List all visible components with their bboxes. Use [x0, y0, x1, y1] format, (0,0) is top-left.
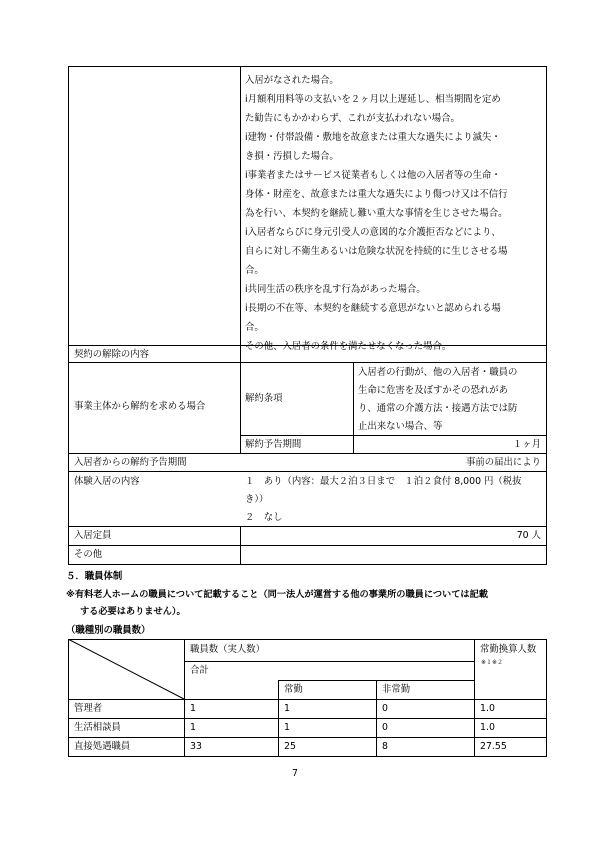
contract-line: ⅰ月額利用料等の支払いを２ヶ月以上遅延し、相当期間を定め	[245, 94, 501, 105]
trial-line: ２ なし	[245, 512, 283, 523]
contract-line: ⅰ建物・付帯設備・敷地を故意または重大な過失により滅失・	[245, 132, 501, 143]
diagonal-line	[68, 639, 185, 700]
capacity-value: 70 人	[516, 530, 541, 541]
table-row-total: 33	[190, 741, 202, 752]
trial-line: １ あり（内容：最大２泊３日まで １泊２食付 8,000 円（税抜	[245, 476, 522, 487]
page-number: 7	[292, 768, 298, 779]
staff-subheading: （職種別の職員数）	[66, 625, 151, 636]
notice-period-label: 解約予告期間	[245, 439, 302, 450]
contract-line: 合。	[245, 322, 264, 333]
cancel-conditions-line: り、通常の介護方法・接遇方法では防	[358, 403, 518, 414]
table-row-fulltime: 1	[284, 703, 290, 714]
staff-note-line: する必要はありません）。	[80, 606, 186, 617]
notice-period-value: １ヶ月	[512, 439, 541, 450]
cancel-content-label: 契約の解除の内容	[74, 349, 150, 360]
table-row-role: 直接処遇職員	[74, 741, 131, 752]
cancel-conditions-line: 入居者の行動が、他の入居者・職員の	[358, 367, 518, 378]
table-row-fte: 1.0	[480, 703, 495, 714]
contract-line: ⅰ入居者ならびに身元引受人の意図的な介護拒否などにより、	[245, 227, 501, 238]
contract-line: ⅰ事業者またはサービス従業者もしくは他の入居者等の生命・	[245, 170, 501, 181]
staff-note-line: ※有料老人ホームの職員について記載すること（同一法人が運営する他の事業所の職員については記載	[66, 589, 488, 600]
header-fte: 常勤換算人数	[480, 644, 537, 655]
table-row-role: 管理者	[74, 703, 103, 714]
table-row-total: 1	[190, 722, 196, 733]
operator-cancel-label: 事業主体から解約を求める場合	[74, 401, 206, 412]
contract-line: その他、入居者の条件を満たせなくなった場合。	[245, 341, 452, 352]
table-row-fulltime: 25	[284, 741, 296, 752]
trial-line: き））	[245, 494, 269, 505]
cancel-conditions-line: 生命に危害を及ぼすかその恐れがあ	[358, 385, 509, 396]
contract-line: き損・汚損した場合。	[245, 151, 339, 162]
table-row-total: 1	[190, 703, 196, 714]
table-row-fte: 27.55	[480, 741, 507, 752]
resident-notice-value: 事前の届出により	[465, 457, 541, 468]
contract-line: 為を行い、本契約を継続し難い重大な事情を生じさせた場合。	[245, 208, 508, 219]
cancel-conditions-label: 解約条項	[245, 393, 283, 404]
contract-line: た勧告にもかかわらず、これが支払われない場合。	[245, 113, 460, 124]
header-fulltime: 常勤	[284, 684, 303, 695]
contract-line: 合。	[245, 265, 264, 276]
resident-notice-label: 入居者からの解約予告期間	[74, 457, 187, 468]
header-staff-count: 職員数（実人数）	[190, 644, 266, 655]
capacity-label: 入居定員	[74, 530, 112, 541]
table-row-fulltime: 1	[284, 722, 290, 733]
cancel-conditions-line: 止出来ない場合、等	[358, 421, 443, 432]
section-heading: ５．職員体制	[66, 571, 123, 582]
table-row-parttime: 0	[382, 703, 388, 714]
header-fte-note: ※１※２	[481, 659, 504, 666]
table-row-parttime: 8	[382, 741, 388, 752]
contract-line: ⅰ長期の不在等、本契約を継続する意思がないと認められる場	[245, 303, 501, 314]
header-parttime: 非常勤	[382, 684, 411, 695]
contract-line: 自らに対し不衛生あるいは危険な状況を持続的に生じさせる場	[245, 246, 508, 257]
header-total: 合計	[190, 665, 209, 676]
table-row-parttime: 0	[382, 722, 388, 733]
contract-line: 入居がなされた場合。	[245, 75, 339, 86]
table-row-fte: 1.0	[480, 722, 495, 733]
contract-line: ⅰ共同生活の秩序を乱す行為があった場合。	[245, 284, 426, 295]
table-row-role: 生活相談員	[74, 722, 121, 733]
trial-label: 体験入居の内容	[74, 476, 140, 487]
contract-line: 身体・財産を、故意または重大な過失により傷つけ又は不信行	[245, 189, 508, 200]
other-label: その他	[74, 549, 103, 560]
